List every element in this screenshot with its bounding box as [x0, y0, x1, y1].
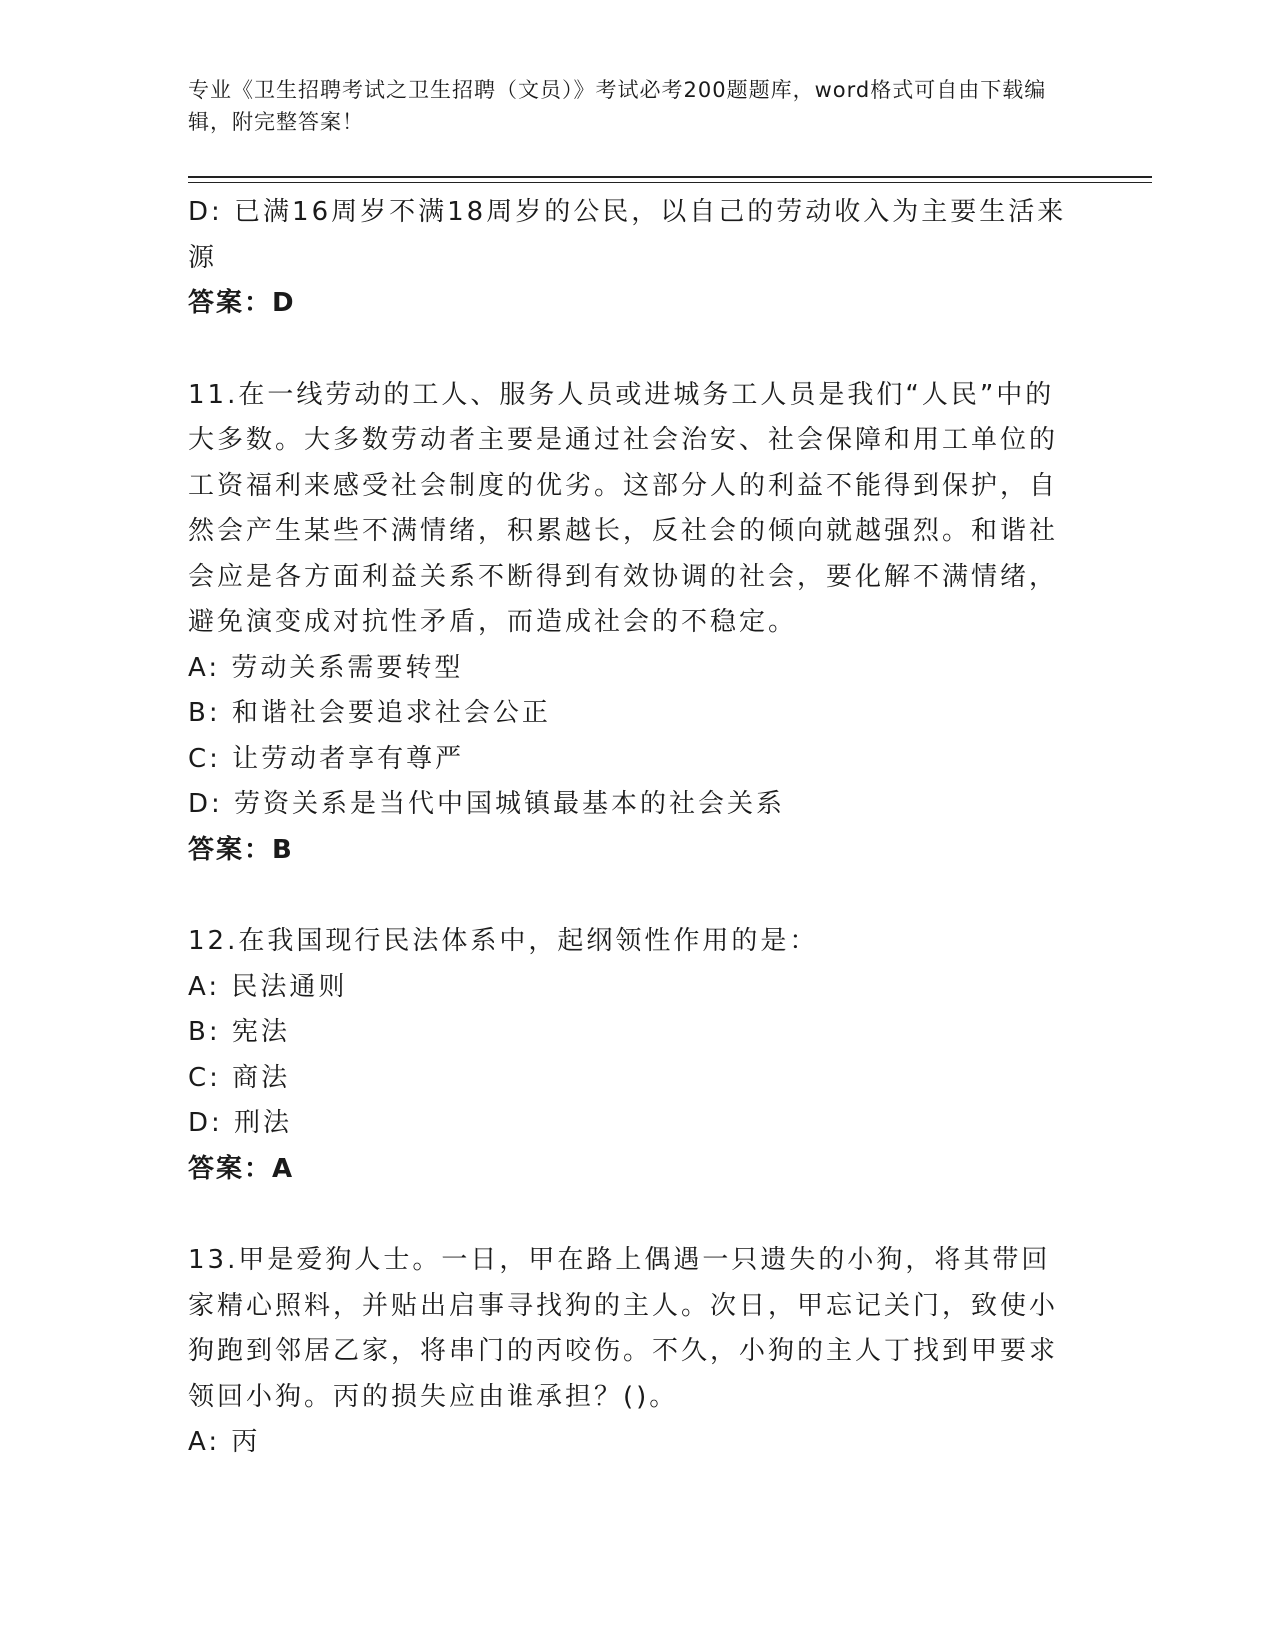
question-content	[188, 190, 1068, 1466]
option-line: D: 已满16周岁不满18周岁的公民，以自己的劳动收入为主要生活来源	[188, 197, 1067, 273]
option-line: C: 商法	[188, 1062, 291, 1093]
question-block	[188, 919, 1068, 1192]
answer-line: 答案：B	[188, 834, 294, 865]
option-line: B: 和谐社会要追求社会公正	[188, 698, 551, 728]
question-block	[188, 190, 1068, 327]
option-line: A: 劳动关系需要转型	[188, 652, 464, 683]
option-line: D: 刑法	[188, 1108, 293, 1138]
header-rule-thin	[188, 182, 1152, 183]
option-line: B: 宪法	[188, 1017, 290, 1047]
option-line: D: 劳资关系是当代中国城镇最基本的社会关系	[188, 789, 786, 819]
option-line: A: 丙	[188, 1427, 261, 1457]
answer-line: 答案：A	[188, 1153, 295, 1184]
question-stem: 12.在我国现行民法体系中，起纲领性作用的是：	[188, 926, 819, 956]
page-header: 专业《卫生招聘考试之卫生招聘（文员）》考试必考200题题库，word格式可自由下载编辑，附完整答案！	[188, 78, 1047, 134]
option-line: C: 让劳动者享有尊严	[188, 743, 465, 774]
option-line: A: 民法通则	[188, 971, 348, 1002]
answer-line: 答案：D	[188, 288, 296, 318]
question-stem: 11.在一线劳动的工人、服务人员或进城务工人员是我们“人民”中的大多数。大多数劳动者主要是通过社会治安、社会保障和用工单位的工资福利来感受社会制度的优劣。这部分人的利益不能得到保护，自然会产生某些不满情绪，积累越长，反社会的倾向就越强烈。和谐社会应是各方面利益关系不断得到有效协调的社会，要化解不满情绪，避免演变成对抗性矛盾，而造成社会的不稳定。	[188, 379, 1059, 637]
question-block	[188, 373, 1068, 874]
header-rule-thick	[188, 176, 1152, 178]
question-stem: 13.甲是爱狗人士。一日，甲在路上偶遇一只遗失的小狗，将其带回家精心照料，并贴出启事寻找狗的主人。次日，甲忘记关门，致使小狗跑到邻居乙家，将串门的丙咬伤。不久，小狗的主人丁找到甲要求领回小狗。丙的损失应由谁承担？()。	[188, 1245, 1059, 1412]
question-block	[188, 1238, 1068, 1466]
